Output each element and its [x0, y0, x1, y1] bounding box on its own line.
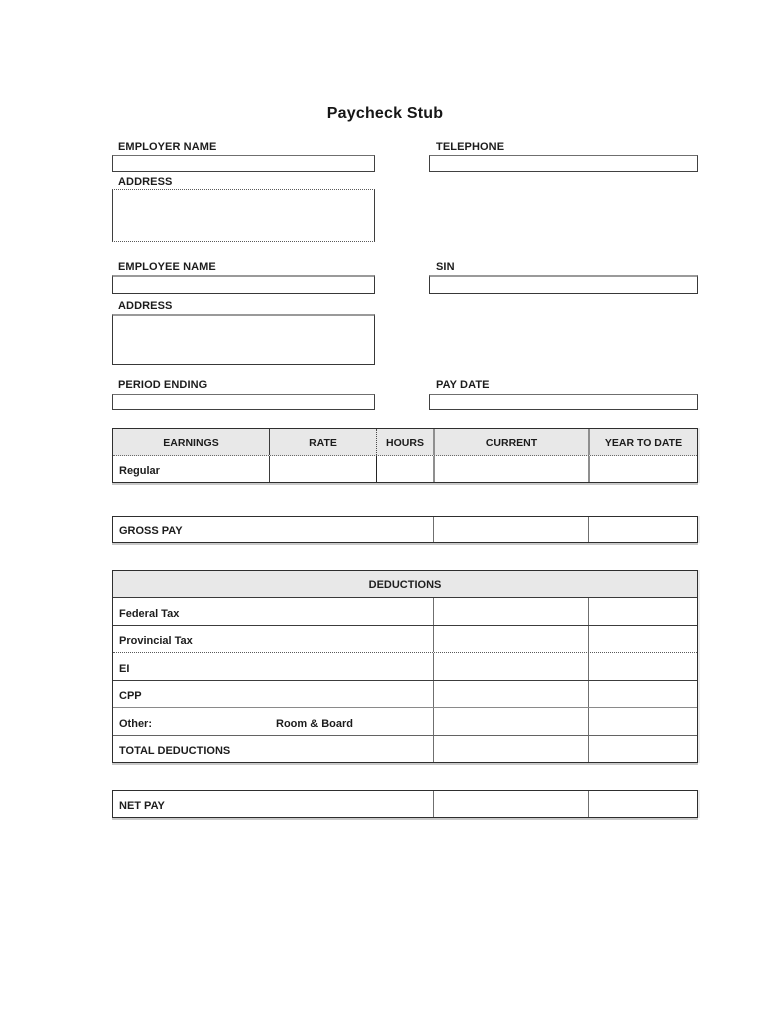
- net-pay-year-to-date-cell[interactable]: [588, 791, 697, 817]
- hours-column-header: HOURS: [376, 429, 433, 455]
- page-title: Paycheck Stub: [326, 105, 444, 122]
- cpp-current-cell[interactable]: [433, 681, 588, 708]
- deductions-table-header: DEDUCTIONS: [113, 571, 697, 598]
- employer-address-input[interactable]: [112, 189, 375, 242]
- telephone-input[interactable]: [429, 155, 698, 172]
- other-deduction-label-cell: [113, 708, 433, 735]
- provincial-tax-year-to-date-cell[interactable]: [588, 626, 697, 653]
- ei-year-to-date-cell[interactable]: [588, 653, 697, 680]
- period-ending-input[interactable]: [112, 394, 375, 410]
- deductions-table: [112, 570, 698, 763]
- table-row: [113, 456, 697, 482]
- pay-date-label: PAY DATE: [436, 379, 490, 391]
- ei-label: EI: [119, 662, 130, 675]
- employer-name-label: EMPLOYER NAME: [118, 141, 217, 153]
- employee-name-label: EMPLOYEE NAME: [118, 261, 216, 273]
- earnings-table-header-row: [113, 429, 697, 456]
- federal-tax-current-cell[interactable]: [433, 598, 588, 625]
- table-row: [113, 653, 697, 681]
- total-deductions-label: TOTAL DEDUCTIONS: [119, 745, 231, 757]
- employee-name-input[interactable]: [112, 275, 375, 294]
- regular-rate-cell[interactable]: [269, 456, 376, 482]
- federal-tax-year-to-date-cell[interactable]: [588, 598, 697, 625]
- other-year-to-date-cell[interactable]: [588, 708, 697, 735]
- provincial-tax-current-cell[interactable]: [433, 626, 588, 653]
- other-label: Other:: [119, 717, 152, 730]
- pay-date-input[interactable]: [429, 394, 698, 410]
- provincial-tax-label: Provincial Tax: [119, 635, 193, 647]
- total-deductions-year-to-date-cell[interactable]: [588, 736, 697, 763]
- table-row: [113, 598, 697, 626]
- rate-column-header: RATE: [269, 429, 376, 455]
- regular-hours-cell[interactable]: [376, 456, 433, 482]
- other-current-cell[interactable]: [433, 708, 588, 735]
- net-pay-current-cell[interactable]: [433, 791, 588, 817]
- gross-pay-year-to-date-cell[interactable]: [588, 517, 697, 542]
- table-row: [113, 681, 697, 709]
- year-to-date-column-header: YEAR TO DATE: [588, 429, 697, 455]
- gross-pay-current-cell[interactable]: [433, 517, 588, 542]
- sin-label: SIN: [436, 261, 455, 273]
- cpp-year-to-date-cell[interactable]: [588, 681, 697, 708]
- regular-year-to-date-cell[interactable]: [588, 456, 697, 482]
- table-row: [113, 736, 697, 763]
- cpp-label: CPP: [119, 690, 142, 702]
- earnings-table: [112, 428, 698, 483]
- table-row: [113, 708, 697, 736]
- room-and-board-label: Room & Board: [276, 717, 353, 730]
- federal-tax-label: Federal Tax: [119, 607, 180, 620]
- current-column-header: CURRENT: [433, 429, 588, 455]
- employee-address-label: ADDRESS: [118, 300, 173, 312]
- telephone-label: TELEPHONE: [436, 141, 505, 153]
- employer-address-label: ADDRESS: [118, 176, 173, 188]
- table-row: [113, 626, 697, 654]
- period-ending-label: PERIOD ENDING: [118, 379, 208, 391]
- gross-pay-label: GROSS PAY: [119, 525, 183, 537]
- regular-earnings-label: Regular: [119, 465, 160, 477]
- earnings-column-header: EARNINGS: [163, 437, 219, 449]
- ei-current-cell[interactable]: [433, 653, 588, 680]
- net-pay-label: NET PAY: [119, 800, 165, 812]
- employee-address-input[interactable]: [112, 314, 375, 365]
- net-pay-row: [112, 790, 698, 818]
- total-deductions-current-cell[interactable]: [433, 736, 588, 763]
- sin-input[interactable]: [429, 275, 698, 294]
- employer-name-input[interactable]: [112, 155, 375, 172]
- gross-pay-row: [112, 516, 698, 543]
- regular-current-cell[interactable]: [433, 456, 588, 482]
